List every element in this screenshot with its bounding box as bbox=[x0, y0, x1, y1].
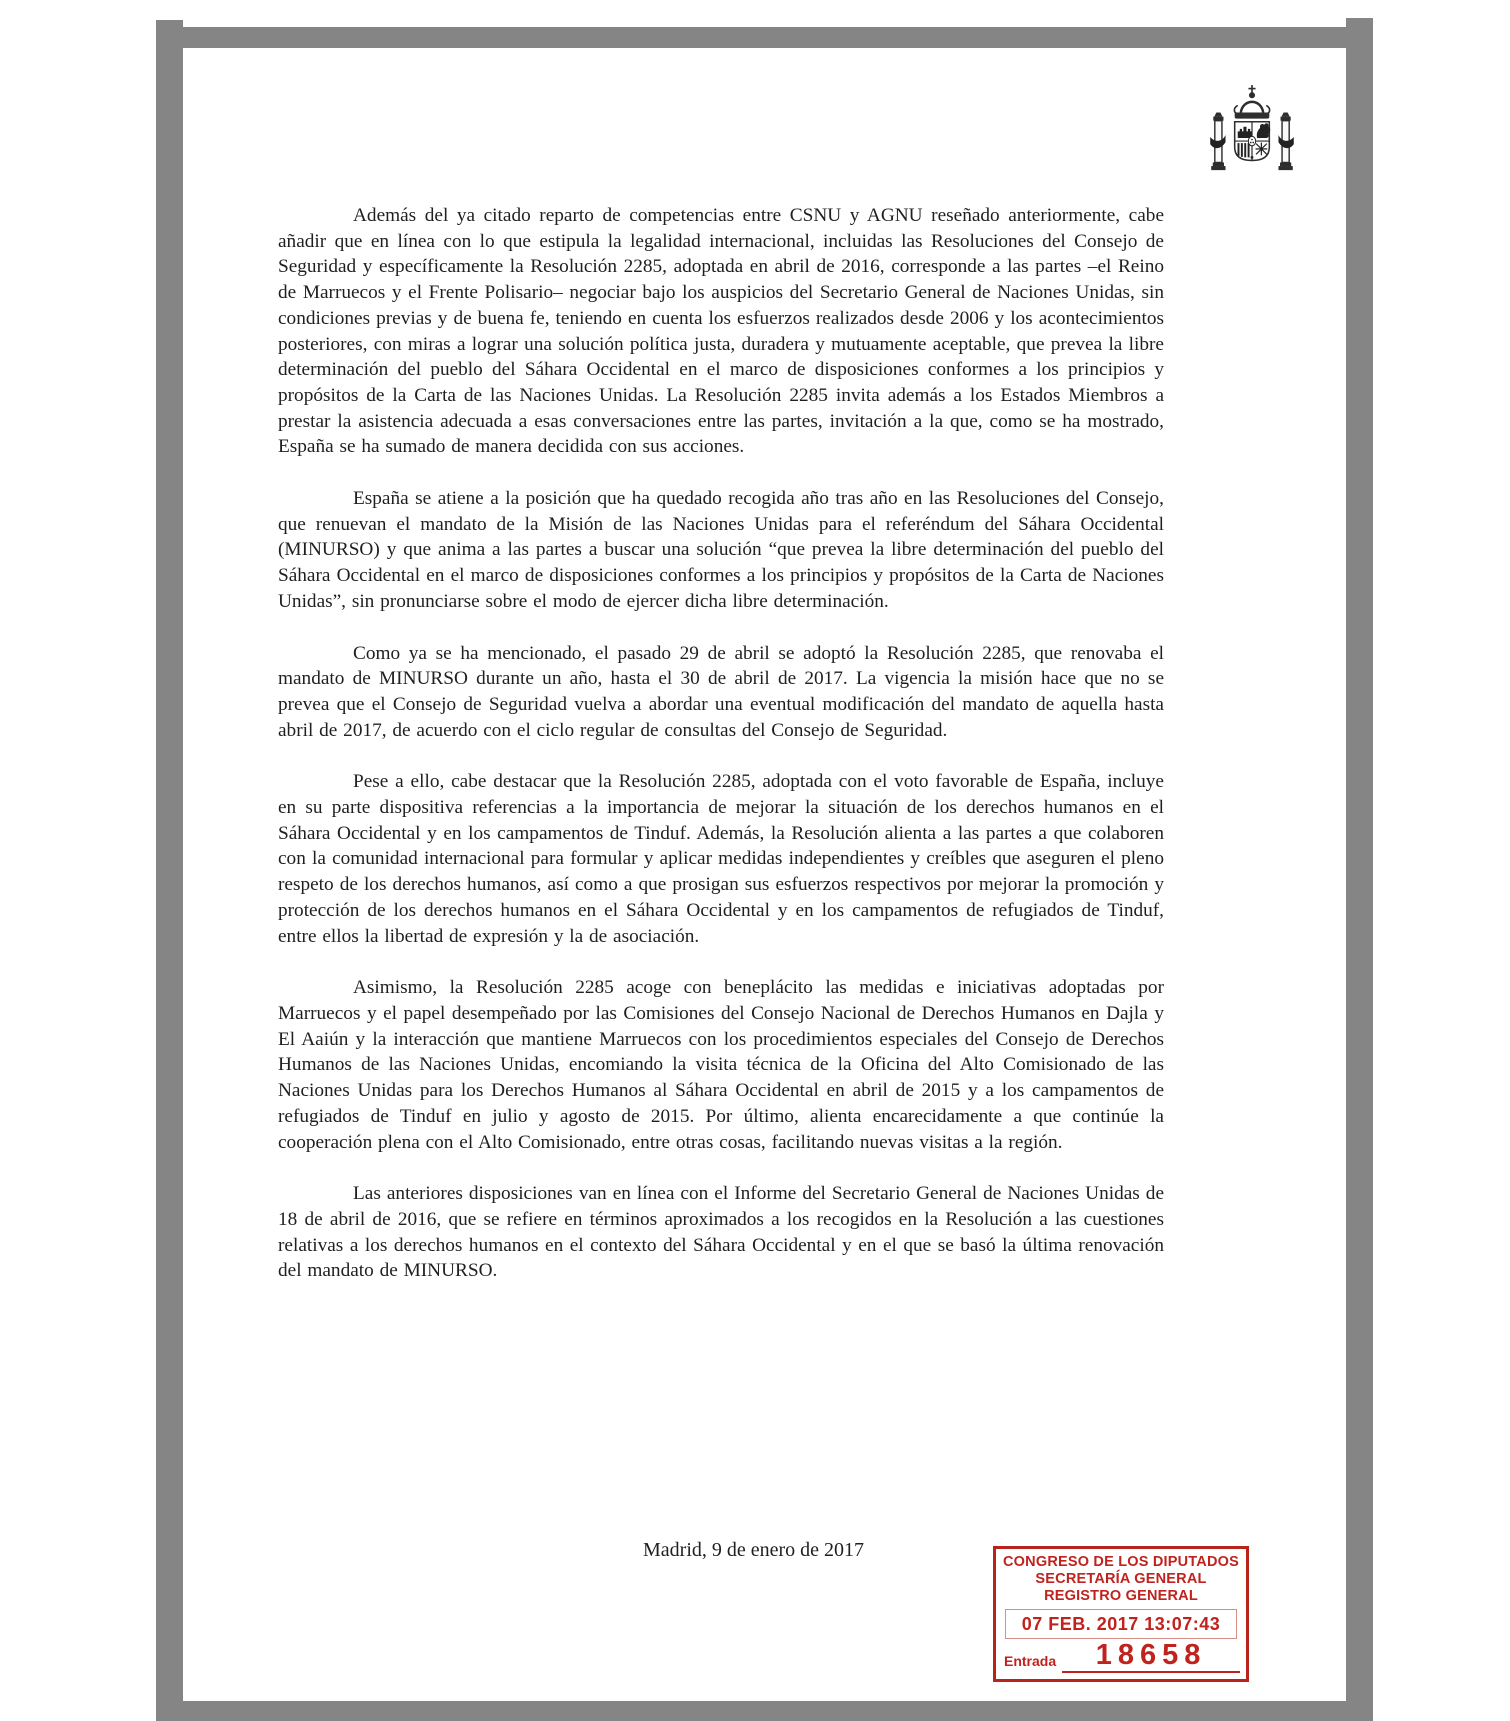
page-frame-left bbox=[156, 20, 183, 1704]
document-body bbox=[278, 203, 1164, 1310]
dateline: Madrid, 9 de enero de 2017 bbox=[643, 1539, 865, 1561]
spain-coat-of-arms-icon bbox=[1203, 83, 1301, 191]
stamp-org-line-1: CONGRESO DE LOS DIPUTADOS bbox=[1003, 1554, 1239, 1570]
paragraph-5: Asimismo, la Resolución 2285 acoge con beneplácito las medidas e iniciativas adoptadas por Marruecos y el papel desempeñado por las Comisiones del Consejo Nacional de Derechos Humanos en Dajla y El Aaiún y la interacción que mantiene Marruecos con los procedimientos especiales del Consejo de Derechos Humanos de las Naciones Unidas, encomiando la visita técnica de la Oficina del Alto Comisionado de las Naciones Unidas para los Derechos Humanos al Sáhara Occidental en abril de 2015 y a los campamentos de refugiados de Tinduf en julio y agosto de 2015. Por último, alienta encarecidamente a que continúe la cooperación plena con el Alto Comisionado, entre otras cosas, facilitando nuevas visitas a la región. bbox=[278, 977, 1164, 1153]
paragraph-1: Además del ya citado reparto de competencias entre CSNU y AGNU reseñado anteriormente, cabe añadir que en línea con lo que estipula la legalidad internacional, incluidas las Resoluciones del Consejo de Seguridad y específicamente la Resolución 2285, adoptada en abril de 2016, corresponde a las partes –el Reino de Marruecos y el Frente Polisario– negociar bajo los auspicios del Secretario General de Naciones Unidas, sin condiciones previas y de buena fe, teniendo en cuenta los esfuerzos realizados desde 2006 y los acontecimientos posteriores, con miras a lograr una solución política justa, duradera y mutuamente aceptable, que prevea la libre determinación del pueblo del Sáhara Occidental en el marco de disposiciones conformes a los principios y propósitos de la Carta de las Naciones Unidas. La Resolución 2285 invita además a los Estados Miembros a prestar la asistencia adecuada a esas conversaciones entre las partes, invitación a la que, como se ha mostrado, España se ha sumado de manera decidida con sus acciones. bbox=[278, 205, 1164, 458]
stamp-entry-label: Entrada bbox=[1004, 1653, 1057, 1669]
stamp-organization bbox=[996, 1549, 1246, 1605]
stamp-entry-row bbox=[996, 1639, 1246, 1673]
stamp-datetime: 07 FEB. 2017 13:07:43 bbox=[1021, 1613, 1221, 1634]
paragraph-3: Como ya se ha mencionado, el pasado 29 de abril se adoptó la Resolución 2285, que renovaba el mandato de MINURSO durante un año, hasta el 30 de abril de 2017. La vigencia la misión hace que no se prevea que el Consejo de Seguridad vuelva a abordar una eventual modificación del mandato de aquella hasta abril de 2017, de acuerdo con el ciclo regular de consultas del Consejo de Seguridad. bbox=[278, 642, 1164, 741]
stamp-org-line-3: REGISTRO GENERAL bbox=[1044, 1588, 1198, 1604]
page-frame-bottom bbox=[156, 1701, 1373, 1721]
paragraph-4: Pese a ello, cabe destacar que la Resolución 2285, adoptada con el voto favorable de España, incluye en su parte dispositiva referencias a la importancia de mejorar la situación de los derechos humanos en el Sáhara Occidental y en los campamentos de Tinduf. Además, la Resolución alienta a las partes a que colaboren con la comunidad internacional para formular y aplicar medidas independientes y creíbles que aseguren el pleno respeto de los derechos humanos, así como a que prosigan sus esfuerzos respectivos por mejorar la promoción y protección de los derechos humanos en el Sáhara Occidental y en los campamentos de refugiados de Tinduf, entre ellos la libertad de expresión y la de asociación. bbox=[278, 771, 1164, 947]
stamp-datetime-box bbox=[1005, 1609, 1237, 1639]
stamp-org-line-2: SECRETARÍA GENERAL bbox=[1035, 1571, 1207, 1587]
page-frame-top bbox=[183, 27, 1346, 48]
registry-stamp bbox=[993, 1546, 1249, 1682]
paragraph-6: Las anteriores disposiciones van en línea con el Informe del Secretario General de Naciones Unidas de 18 de abril de 2016, que se refiere en términos aproximados a los recogidos en la Resolución a las cuestiones relativas a los derechos humanos en el contexto del Sáhara Occidental y en el que se basó la última renovación del mandato de MINURSO. bbox=[278, 1183, 1164, 1282]
stamp-entry-number: 18658 bbox=[1062, 1641, 1240, 1673]
paragraph-2: España se atiene a la posición que ha quedado recogida año tras año en las Resoluciones del Consejo, que renuevan el mandato de la Misión de las Naciones Unidas para el referéndum del Sáhara Occidental (MINURSO) y que anima a las partes a buscar una solución “que prevea la libre determinación del pueblo del Sáhara Occidental en el marco de disposiciones conformes a los principios y propósitos de la Carta de Naciones Unidas”, sin pronunciarse sobre el modo de ejercer dicha libre determinación. bbox=[278, 488, 1164, 612]
page-frame-right bbox=[1346, 18, 1373, 1721]
